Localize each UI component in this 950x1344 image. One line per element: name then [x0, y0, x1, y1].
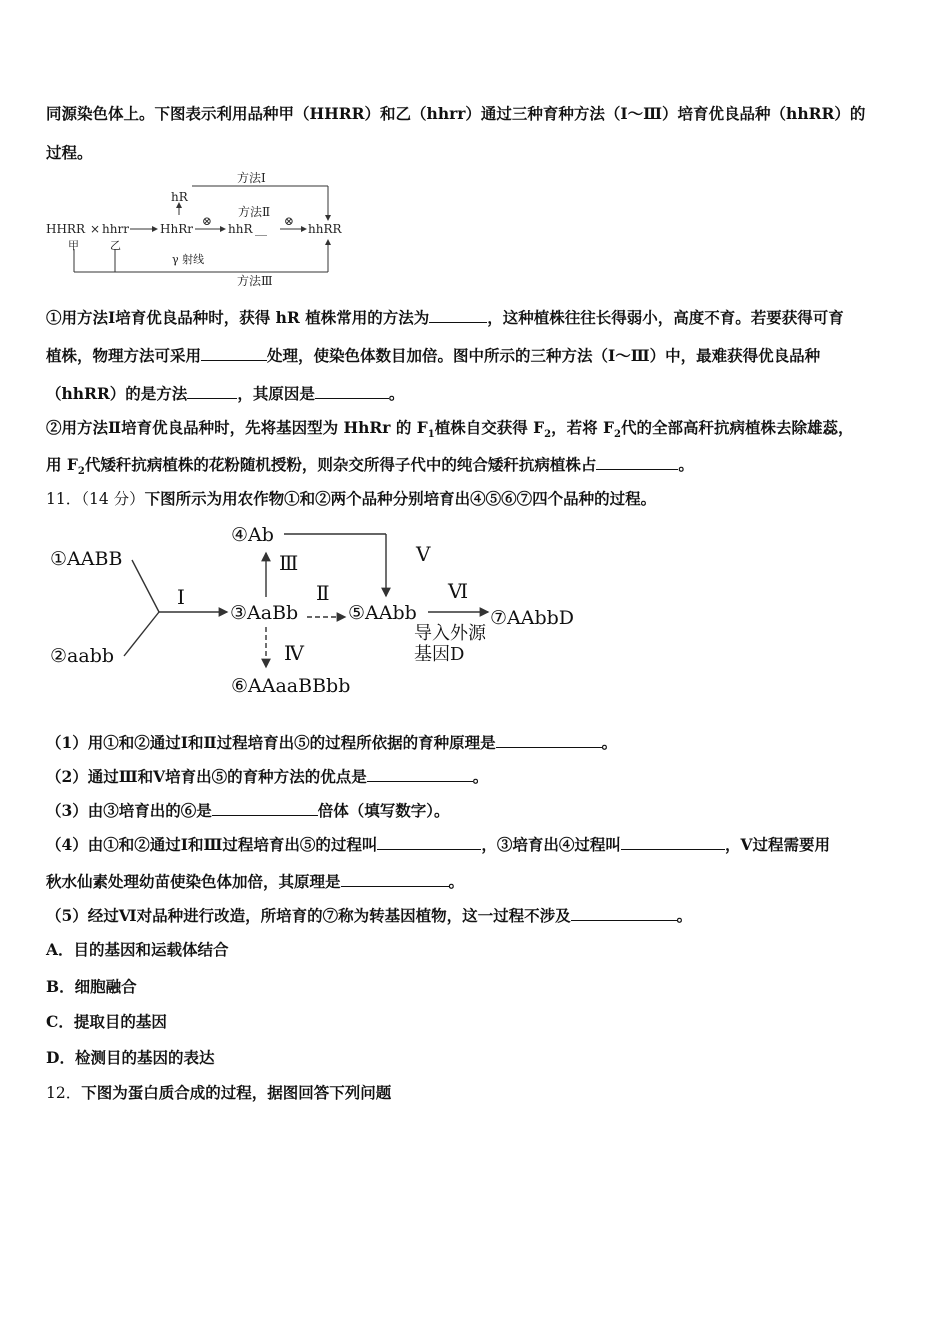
- q10-text: ①用方法Ⅰ培育优良品种时，获得 hR 植株常用的方法为: [46, 308, 430, 327]
- answer-blank[interactable]: [571, 905, 677, 922]
- q11-text: （4）由①和②通过Ⅰ和Ⅲ过程培育出⑤的过程叫: [46, 835, 378, 854]
- answer-blank[interactable]: [212, 800, 318, 817]
- q11-sub4-line1: [46, 833, 830, 855]
- selfing-symbol-1: ⊗: [202, 214, 213, 228]
- label-yi: 乙: [110, 239, 121, 252]
- q11-text: （3）由③培育出的⑥是: [46, 801, 212, 820]
- intro-line-2: 过程。: [46, 143, 93, 162]
- q11-text: 倍体（填写数字）。: [317, 801, 450, 820]
- f1-HhRr: HhRr: [160, 222, 193, 236]
- f2-hhR: hhR: [228, 222, 253, 236]
- variety-5-AAbb: ⑤AAbb: [348, 602, 417, 624]
- q10-text: 。: [678, 455, 694, 474]
- subscript: 2: [613, 429, 621, 441]
- variety-3-AaBb: ③AaBb: [230, 602, 299, 624]
- answer-blank[interactable]: [429, 307, 487, 324]
- route-II: Ⅱ: [316, 581, 330, 605]
- method-3-label: 方法Ⅲ: [237, 274, 273, 288]
- variety-1-AABB: ①AABB: [50, 548, 123, 570]
- q10-part1-line3: [46, 382, 404, 404]
- parent-HHRR: HHRR: [46, 222, 85, 236]
- breeding-methods-diagram: [44, 165, 354, 290]
- answer-blank[interactable]: [596, 454, 678, 471]
- q10-text: 植株，物理方法可采用: [46, 346, 202, 365]
- q10-part1-line2: [46, 344, 820, 366]
- q11-text: （2）通过Ⅲ和Ⅴ培育出⑤的育种方法的优点是: [46, 767, 367, 786]
- question-number: 11．（14 分）: [46, 490, 145, 508]
- answer-blank[interactable]: [621, 834, 725, 851]
- q11-sub4-line2: [46, 870, 464, 892]
- option-a[interactable]: A．目的基因和运载体结合: [46, 940, 229, 959]
- answer-blank[interactable]: [187, 383, 237, 400]
- answer-blank[interactable]: [201, 345, 267, 362]
- q11-sub2: [46, 765, 488, 787]
- variety-4-Ab: ④Ab: [231, 524, 274, 546]
- gene-introduction-label-2: 基因D: [414, 644, 465, 665]
- method-2-label: 方法Ⅱ: [238, 205, 271, 219]
- method-1-label: 方法Ⅰ: [237, 171, 266, 185]
- option-b[interactable]: B．细胞融合: [46, 977, 137, 996]
- target-hhRR: hhRR: [308, 222, 342, 236]
- q11-text: 。: [472, 767, 489, 786]
- q10-text: 。: [388, 384, 405, 403]
- q10-text: ②用方法Ⅱ培育优良品种时，先将基因型为 HhRr 的 F: [46, 418, 428, 437]
- q11-text: （5）经过Ⅵ对品种进行改造，所培育的⑦称为转基因植物，这一过程不涉及: [46, 906, 571, 925]
- crop-breeding-diagram: [44, 518, 604, 700]
- q10-part2-line1: [46, 416, 853, 440]
- q12-heading: [46, 1081, 391, 1103]
- q10-text: （hhRR）的是方法: [46, 384, 188, 403]
- q10-part2-line2: [46, 453, 694, 477]
- q11-sub5: [46, 904, 692, 926]
- answer-blank[interactable]: [496, 732, 602, 749]
- q10-text: ，这种植株往往长得弱小，高度不育。若要获得可育: [487, 308, 844, 327]
- label-jia: 甲: [68, 239, 79, 252]
- question-title: 下图为蛋白质合成的过程，据图回答下列问题: [81, 1083, 392, 1102]
- q11-text: 。: [448, 872, 465, 891]
- answer-blank[interactable]: [341, 871, 449, 888]
- route-V: Ⅴ: [416, 542, 431, 566]
- intro-line-1: 同源染色体上。下图表示利用品种甲（HHRR）和乙（hhrr）通过三种育种方法（Ⅰ～Ⅲ）培育优良品种（hhRR）的: [46, 104, 866, 123]
- subscript: 1: [427, 429, 435, 441]
- q10-text: 代矮秆抗病植株的花粉随机授粉，则杂交所得子代中的纯合矮秆抗病植株占: [84, 455, 597, 474]
- variety-7-AAbbD: ⑦AAbbD: [490, 607, 575, 629]
- cross-symbol: ×: [90, 222, 101, 236]
- route-III: Ⅲ: [279, 551, 299, 575]
- f2-dash: __: [255, 222, 267, 236]
- gamma-ray-label: γ 射线: [172, 253, 205, 266]
- selfing-symbol-2: ⊗: [284, 214, 295, 228]
- question-number: 12．: [46, 1084, 82, 1102]
- option-d[interactable]: D．检测目的基因的表达: [46, 1048, 215, 1067]
- route-I: Ⅰ: [177, 585, 185, 609]
- variety-2-aabb: ②aabb: [50, 645, 115, 667]
- answer-blank[interactable]: [367, 766, 473, 783]
- question-title: 下图所示为用农作物①和②两个品种分别培育出④⑤⑥⑦四个品种的过程。: [144, 489, 657, 508]
- route-VI: Ⅵ: [448, 579, 469, 603]
- q11-text: ，Ⅴ过程需要用: [724, 835, 830, 854]
- parent-hhrr: hhrr: [102, 222, 129, 236]
- answer-blank[interactable]: [315, 383, 389, 400]
- variety-6-AAaaBBbb: ⑥AAaaBBbb: [231, 675, 351, 697]
- q10-text: 用 F: [46, 455, 78, 474]
- subscript: 2: [544, 429, 552, 441]
- q11-text: 。: [676, 906, 693, 925]
- route-IV: Ⅳ: [284, 641, 304, 665]
- subscript: 2: [77, 466, 85, 478]
- q10-part1-line1: [46, 306, 844, 328]
- haploid-hR-label: hR: [171, 190, 188, 204]
- option-c[interactable]: C．提取目的基因: [46, 1012, 167, 1031]
- q11-text: 。: [601, 733, 618, 752]
- q10-text: 植株自交获得 F: [434, 418, 545, 437]
- q11-sub1: [46, 731, 617, 753]
- q11-heading: [46, 487, 656, 509]
- q10-text: ，若将 F: [551, 418, 614, 437]
- q11-text: 秋水仙素处理幼苗使染色体加倍，其原理是: [46, 872, 341, 891]
- q11-text: （1）用①和②通过Ⅰ和Ⅱ过程培育出⑤的过程所依据的育种原理是: [46, 733, 496, 752]
- q11-text: ，③培育出④过程叫: [481, 835, 621, 854]
- q10-text: ，其原因是: [237, 384, 315, 403]
- gene-introduction-label-1: 导入外源: [414, 623, 486, 644]
- q10-text: 代的全部高秆抗病植株去除雄蕊，: [620, 418, 854, 437]
- q10-text: 处理，使染色体数目加倍。图中所示的三种方法（Ⅰ～Ⅲ）中，最难获得优良品种: [267, 346, 821, 365]
- answer-blank[interactable]: [377, 834, 481, 851]
- q11-sub3: [46, 799, 450, 821]
